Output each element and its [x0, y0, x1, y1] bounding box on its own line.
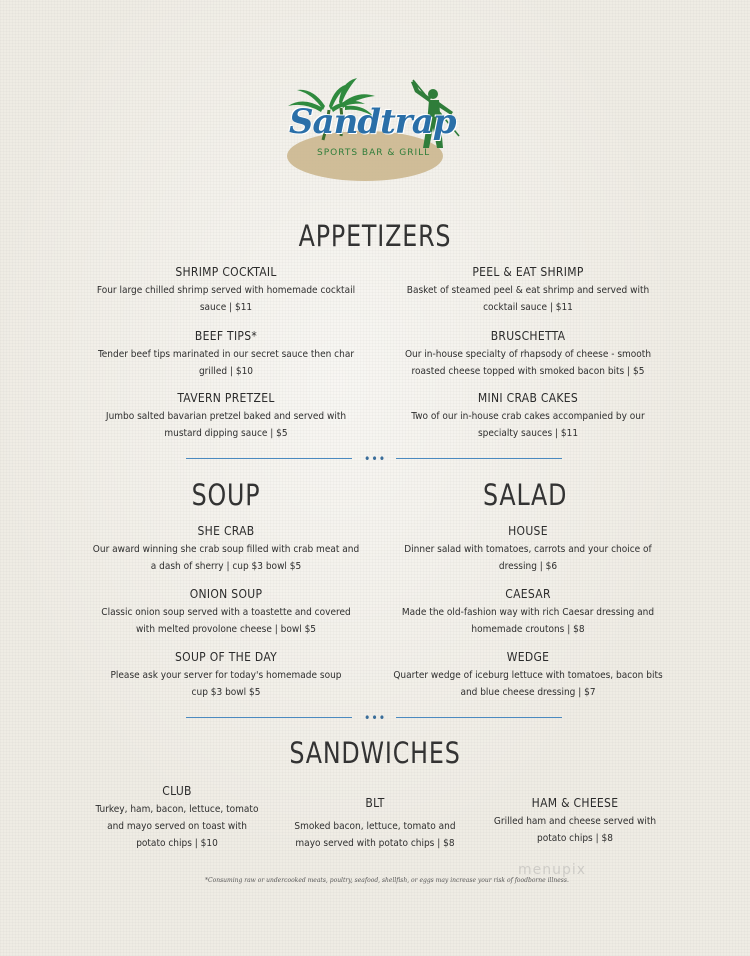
item-desc: Please ask your server for today's homemade soup: [110, 670, 342, 681]
menu-item: [90, 524, 362, 575]
item-desc-price: mayo served with potato chips | $8: [295, 838, 455, 849]
item-desc-price: mustard dipping sauce | $5: [164, 428, 288, 439]
item-name: BEEF TIPS*: [194, 329, 258, 343]
item-desc: Basket of steamed peel & eat shrimp and served with: [406, 285, 650, 296]
item-desc-price: cocktail sauce | $11: [483, 302, 573, 313]
item-desc-price: cup $3 bowl $5: [191, 687, 261, 698]
menu-item: [90, 391, 362, 442]
sandwiches-heading: SANDWICHES: [289, 736, 461, 770]
item-name: BRUSCHETTA: [490, 329, 566, 343]
section-divider-right: [396, 458, 562, 459]
item-name: WEDGE: [506, 650, 550, 664]
item-desc-price: and blue cheese dressing | $7: [460, 687, 596, 698]
item-desc: Dinner salad with tomatoes, carrots and your choice of: [404, 544, 652, 555]
item-desc-price: a dash of sherry | cup $3 bowl $5: [150, 561, 302, 572]
item-desc-price: roasted cheese topped with smoked bacon bits | $5: [411, 366, 645, 377]
item-name: CAESAR: [505, 587, 551, 601]
soup-heading: SOUP: [191, 478, 261, 512]
menu-item: [90, 265, 362, 316]
item-desc: Tender beef tips marinated in our secret sauce then char: [97, 349, 355, 360]
item-name: HAM & CHEESE: [531, 796, 619, 810]
item-name: PEEL & EAT SHRIMP: [472, 265, 584, 279]
item-desc: Quarter wedge of iceburg lettuce with tomatoes, bacon bits: [393, 670, 663, 681]
menu-item: [388, 391, 668, 442]
item-name: HOUSE: [508, 524, 548, 538]
menu-item: [388, 329, 668, 380]
item-desc-price: homemade croutons | $8: [471, 624, 585, 635]
menu-item: [388, 524, 668, 575]
item-desc-price: with melted provolone cheese | bowl $5: [135, 624, 317, 635]
appetizers-heading: APPETIZERS: [298, 219, 452, 253]
menu-item: [480, 796, 670, 847]
item-name: SHRIMP COCKTAIL: [175, 265, 277, 279]
menu-item: [90, 329, 362, 380]
divider-dots: •••: [364, 452, 387, 466]
item-desc: Four large chilled shrimp served with homemade cocktail: [96, 285, 356, 296]
item-desc: Classic onion soup served with a toastette and covered: [101, 607, 351, 618]
watermark: menupix: [518, 862, 587, 878]
item-desc: Two of our in-house crab cakes accompanied by our: [411, 411, 645, 422]
divider-dots: •••: [364, 711, 387, 725]
item-desc: Jumbo salted bavarian pretzel baked and served with: [105, 411, 347, 422]
item-desc-price: dressing | $6: [498, 561, 558, 572]
logo-tagline: SPORTS BAR & GRILL: [317, 148, 431, 158]
item-name: SHE CRAB: [197, 524, 255, 538]
section-divider-left: [186, 717, 352, 718]
item-name: ONION SOUP: [189, 587, 263, 601]
item-desc: Our award winning she crab soup filled with crab meat and: [92, 544, 360, 555]
item-name: MINI CRAB CAKES: [477, 391, 579, 405]
item-desc: Turkey, ham, bacon, lettuce, tomato: [95, 804, 259, 815]
item-desc-price: sauce | $11: [199, 302, 253, 313]
item-name: SOUP OF THE DAY: [175, 650, 277, 664]
item-name: BLT: [365, 796, 385, 810]
menu-item: [90, 650, 362, 701]
menu-item: [82, 784, 272, 852]
item-desc: Grilled ham and cheese served with: [493, 816, 657, 827]
disclaimer: *Consuming raw or undercooked meats, poultry, seafood, shellfish, or eggs may increase your risk of foodborne illness.: [205, 877, 569, 884]
item-desc: Our in-house specialty of rhapsody of cheese - smooth: [404, 349, 652, 360]
sandtrap-logo: [283, 78, 463, 190]
item-desc: and mayo served on toast with: [107, 821, 247, 832]
item-desc-price: potato chips | $8: [537, 833, 613, 844]
menu-item: [282, 796, 468, 852]
item-name: CLUB: [162, 784, 192, 798]
menu-item: [388, 587, 668, 638]
menu-item: [388, 265, 668, 316]
item-desc-price: specialty sauces | $11: [477, 428, 579, 439]
menu-item: [388, 650, 668, 701]
item-desc-price: potato chips | $10: [136, 838, 218, 849]
item-desc: Made the old-fashion way with rich Caesar dressing and: [401, 607, 655, 618]
item-desc-price: grilled | $10: [198, 366, 254, 377]
item-desc: Smoked bacon, lettuce, tomato and: [294, 821, 456, 832]
salad-heading: SALAD: [483, 478, 568, 512]
logo-name: Sandtrap: [289, 102, 456, 142]
section-divider-right: [396, 717, 562, 718]
menu-item: [90, 587, 362, 638]
item-name: TAVERN PRETZEL: [177, 391, 275, 405]
section-divider-left: [186, 458, 352, 459]
